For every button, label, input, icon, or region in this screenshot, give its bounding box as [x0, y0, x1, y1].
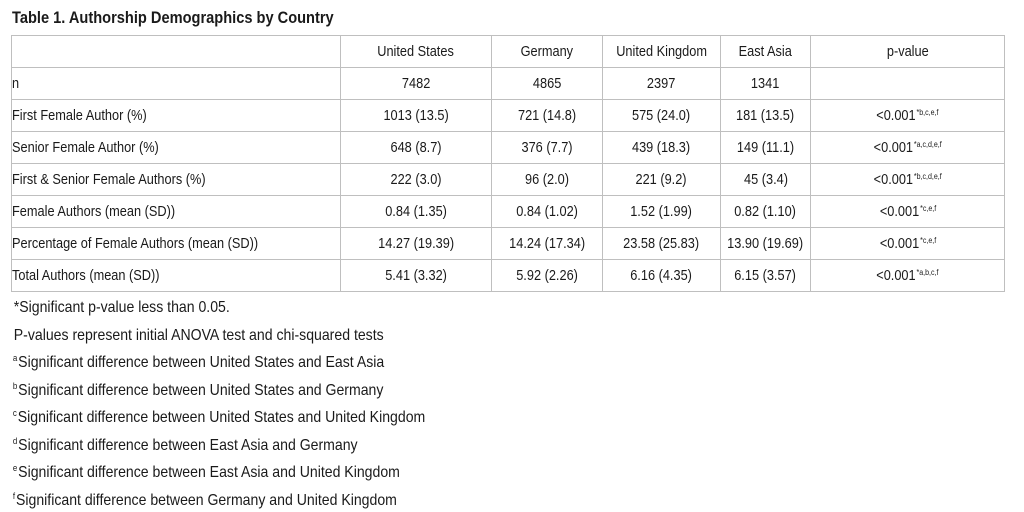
cell-germany: 14.24 (17.34): [492, 228, 603, 260]
cell-germany: 96 (2.0): [492, 164, 603, 196]
cell-united-states: 7482: [341, 68, 492, 100]
cell-germany: 5.92 (2.26): [492, 260, 603, 292]
table-header-row: [12, 36, 1005, 68]
footnote: P-values represent initial ANOVA test and chi-squared tests: [12, 320, 425, 348]
cell-united-states: 0.84 (1.35): [341, 196, 492, 228]
cell-germany: 0.84 (1.02): [492, 196, 603, 228]
cell-united-states: 222 (3.0): [341, 164, 492, 196]
cell-p-value: [811, 68, 1005, 100]
cell-p-value: $<0.001^{*a,b,c,f}$: [811, 260, 1005, 292]
cell-east-asia: 45 (3.4): [721, 164, 811, 196]
cell-p-value: $<0.001^{*c,e,f}$: [811, 228, 1005, 260]
row-label: Female Authors (mean (SD)): [12, 196, 341, 228]
demographics-table: [11, 35, 1005, 292]
cell-east-asia: 181 (13.5): [721, 100, 811, 132]
cell-p-value: $<0.001^{*a,c,d,e,f}$: [811, 132, 1005, 164]
header-cell-germany: Germany: [492, 36, 603, 68]
footnote: $^e$Significant difference between East Asia and United Kingdom: [12, 457, 425, 485]
cell-united-states: 14.27 (19.39): [341, 228, 492, 260]
cell-east-asia: 149 (11.1): [721, 132, 811, 164]
row-label: n: [12, 68, 341, 100]
table-title: Table 1. Authorship Demographics by Country: [12, 8, 334, 28]
footnote: $^d$Significant difference between East Asia and Germany: [12, 430, 425, 458]
cell-united-kingdom: 23.58 (25.83): [603, 228, 721, 260]
header-cell-p-value: p-value: [811, 36, 1005, 68]
footnote: $^c$Significant difference between United States and United Kingdom: [12, 402, 425, 430]
header-cell-east-asia: East Asia: [721, 36, 811, 68]
row-label: Total Authors (mean (SD)): [12, 260, 341, 292]
table-row: [12, 260, 1005, 292]
cell-p-value: $<0.001^{*b,c,d,e,f}$: [811, 164, 1005, 196]
cell-united-kingdom: 2397: [603, 68, 721, 100]
cell-germany: 376 (7.7): [492, 132, 603, 164]
table-row: [12, 132, 1005, 164]
cell-east-asia: 1341: [721, 68, 811, 100]
footnote: $^a$Significant difference between United States and East Asia: [12, 347, 425, 375]
row-label: Percentage of Female Authors (mean (SD)): [12, 228, 341, 260]
cell-united-kingdom: 1.52 (1.99): [603, 196, 721, 228]
cell-united-kingdom: 575 (24.0): [603, 100, 721, 132]
table-row: [12, 196, 1005, 228]
cell-p-value: $<0.001^{*c,e,f}$: [811, 196, 1005, 228]
cell-germany: 4865: [492, 68, 603, 100]
footnote: $^b$Significant difference between United States and Germany: [12, 375, 425, 403]
table-row: [12, 164, 1005, 196]
cell-germany: 721 (14.8): [492, 100, 603, 132]
footnote: *Significant p-value less than 0.05.: [12, 292, 425, 320]
table-row: [12, 228, 1005, 260]
table-row: [12, 100, 1005, 132]
header-cell-united-kingdom: United Kingdom: [603, 36, 721, 68]
cell-united-kingdom: 6.16 (4.35): [603, 260, 721, 292]
cell-east-asia: 6.15 (3.57): [721, 260, 811, 292]
cell-united-states: 1013 (13.5): [341, 100, 492, 132]
cell-united-kingdom: 439 (18.3): [603, 132, 721, 164]
cell-east-asia: 0.82 (1.10): [721, 196, 811, 228]
row-label: First Female Author (%): [12, 100, 341, 132]
table-footnotes: [12, 292, 482, 512]
footnote: $^f$Significant difference between Germany and United Kingdom: [12, 485, 425, 512]
row-label: Senior Female Author (%): [12, 132, 341, 164]
header-cell-empty: [12, 36, 341, 68]
cell-united-states: 5.41 (3.32): [341, 260, 492, 292]
cell-p-value: $<0.001^{*b,c,e,f}$: [811, 100, 1005, 132]
cell-united-states: 648 (8.7): [341, 132, 492, 164]
header-cell-united-states: United States: [341, 36, 492, 68]
cell-east-asia: 13.90 (19.69): [721, 228, 811, 260]
row-label: First & Senior Female Authors (%): [12, 164, 341, 196]
table-row: [12, 68, 1005, 100]
cell-united-kingdom: 221 (9.2): [603, 164, 721, 196]
